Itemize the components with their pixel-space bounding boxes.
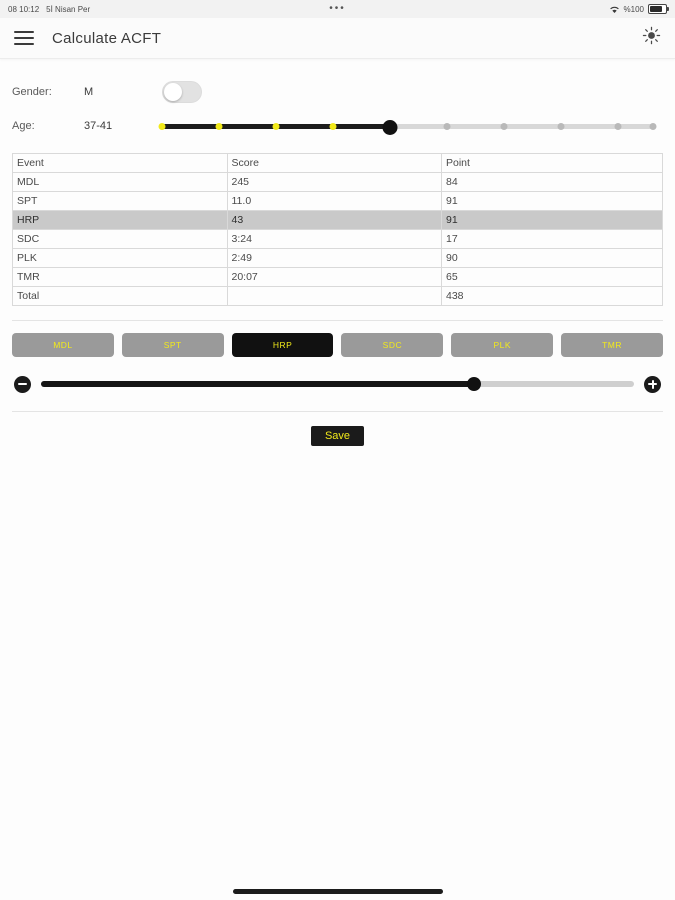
minus-circle-icon[interactable] (14, 376, 31, 393)
age-slider-tick[interactable] (159, 123, 166, 130)
event-button-sdc[interactable]: SDC (341, 333, 443, 357)
table-row[interactable] (13, 230, 663, 249)
event-button-group (12, 333, 663, 357)
save-button-wrap (12, 426, 663, 446)
section-divider-2 (12, 411, 663, 412)
age-slider-tick[interactable] (500, 123, 507, 130)
age-value: 37-41 (84, 120, 113, 132)
status-date: 5İ Nisan Per (46, 4, 91, 14)
table-row[interactable] (13, 211, 663, 230)
age-slider[interactable] (162, 117, 653, 135)
table-header-cell: Event (13, 154, 228, 173)
gender-row (12, 75, 663, 109)
status-time: 08 10:12 (8, 4, 40, 14)
gender-label: Gender: (12, 86, 52, 98)
plus-circle-icon[interactable] (644, 376, 661, 393)
app-bar-actions (642, 26, 661, 50)
battery-icon (648, 4, 667, 14)
hamburger-menu-icon[interactable] (14, 31, 34, 45)
page-title: Calculate ACFT (52, 29, 162, 47)
save-button[interactable]: Save (311, 426, 364, 446)
section-divider-1 (12, 320, 663, 321)
table-cell-score (227, 287, 442, 306)
table-cell-score: 2:49 (227, 249, 442, 268)
status-bar (0, 0, 675, 18)
table-cell-score: 245 (227, 173, 442, 192)
battery-percent: %100 (623, 4, 644, 14)
wifi-icon (609, 5, 620, 14)
value-slider-row (12, 375, 663, 393)
table-cell-event: HRP (13, 211, 228, 230)
acft-results-table (12, 153, 663, 306)
event-button-tmr[interactable]: TMR (561, 333, 663, 357)
table-row[interactable] (13, 173, 663, 192)
value-slider-fill (41, 381, 474, 387)
table-cell-event: TMR (13, 268, 228, 287)
table-cell-event: SPT (13, 192, 228, 211)
status-center-dots: ••• (329, 3, 346, 14)
age-slider-tick[interactable] (443, 123, 450, 130)
table-cell-point: 65 (442, 268, 663, 287)
sun-icon[interactable] (642, 26, 661, 50)
age-slider-tick[interactable] (557, 123, 564, 130)
table-header-cell: Score (227, 154, 442, 173)
table-cell-score: 20:07 (227, 268, 442, 287)
status-bar-right (609, 4, 667, 14)
table-cell-event: PLK (13, 249, 228, 268)
main-content (0, 75, 675, 446)
table-header-cell: Point (442, 154, 663, 173)
age-slider-tick[interactable] (650, 123, 657, 130)
table-cell-point: 17 (442, 230, 663, 249)
table-cell-event: SDC (13, 230, 228, 249)
age-row (12, 113, 663, 139)
table-cell-score: 3:24 (227, 230, 442, 249)
table-cell-point: 91 (442, 211, 663, 230)
table-cell-score: 11.0 (227, 192, 442, 211)
table-cell-point: 438 (442, 287, 663, 306)
gender-toggle-knob (164, 83, 182, 101)
age-slider-tick[interactable] (272, 123, 279, 130)
status-bar-left (8, 5, 90, 14)
home-indicator (233, 889, 443, 894)
table-cell-point: 91 (442, 192, 663, 211)
table-header-row (13, 154, 663, 173)
table-row[interactable] (13, 268, 663, 287)
table-cell-point: 84 (442, 173, 663, 192)
gender-toggle[interactable] (162, 81, 202, 103)
age-slider-thumb[interactable] (382, 120, 397, 135)
table-cell-event: Total (13, 287, 228, 306)
table-cell-event: MDL (13, 173, 228, 192)
table-row[interactable] (13, 249, 663, 268)
age-slider-tick[interactable] (614, 123, 621, 130)
age-slider-tick[interactable] (329, 123, 336, 130)
table-cell-point: 90 (442, 249, 663, 268)
event-button-spt[interactable]: SPT (122, 333, 224, 357)
table-row[interactable] (13, 192, 663, 211)
table-row[interactable] (13, 287, 663, 306)
table-cell-score: 43 (227, 211, 442, 230)
age-slider-tick[interactable] (215, 123, 222, 130)
event-button-plk[interactable]: PLK (451, 333, 553, 357)
value-slider-thumb[interactable] (467, 377, 481, 391)
gender-value: M (84, 86, 94, 98)
app-bar (0, 18, 675, 59)
age-label: Age: (12, 120, 35, 132)
value-slider[interactable] (41, 375, 634, 393)
event-button-hrp[interactable]: HRP (232, 333, 334, 357)
event-button-mdl[interactable]: MDL (12, 333, 114, 357)
